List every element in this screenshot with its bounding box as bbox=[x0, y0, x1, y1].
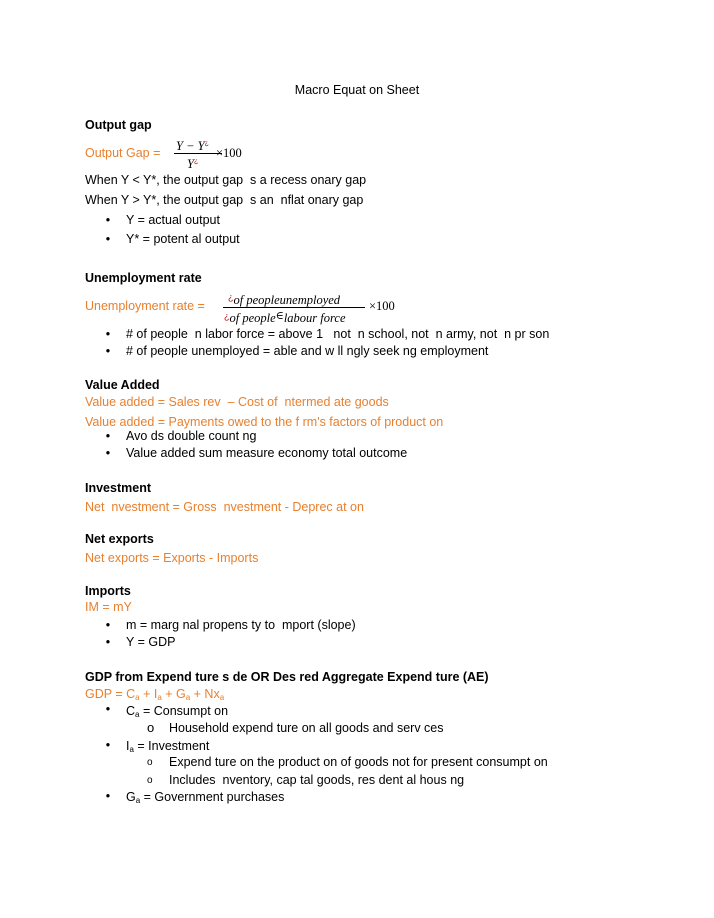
gdp-consumption-sub-1: Household expend ture on all goods and serv ces bbox=[169, 721, 444, 735]
imports-formula: IM = mY bbox=[85, 600, 132, 614]
bullet-icon: • bbox=[105, 213, 111, 227]
value-added-formula-2: Value added = Payments owed to the f rm's factors of product on bbox=[85, 415, 444, 429]
bullet-icon: • bbox=[105, 618, 111, 632]
value-added-heading: Value Added bbox=[85, 378, 160, 392]
output-gap-bullet-1: Y = actual output bbox=[126, 213, 220, 227]
output-gap-fraction-bar bbox=[174, 153, 222, 154]
output-gap-denominator: Y bbox=[187, 157, 194, 172]
net-exports-heading: Net exports bbox=[85, 532, 154, 546]
value-added-formula-1: Value added = Sales rev – Cost of ntermed ate goods bbox=[85, 395, 389, 409]
bullet-icon: • bbox=[105, 446, 111, 460]
sub-bullet-icon: o bbox=[147, 775, 153, 786]
gdp-item-government: $G_a$ = Government purchases bbox=[126, 790, 285, 805]
bullet-icon: • bbox=[105, 702, 111, 716]
sub-bullet-icon: o bbox=[147, 720, 155, 735]
bullet-icon: • bbox=[105, 344, 111, 358]
output-gap-formula-label: Output Gap = bbox=[85, 146, 161, 160]
bullet-icon: • bbox=[105, 232, 111, 246]
bullet-icon: • bbox=[105, 738, 111, 752]
gdp-investment-sub-1: Expend ture on the product on of goods not for present consumpt on bbox=[169, 755, 548, 769]
unemployment-multiplier: ×100 bbox=[369, 299, 395, 313]
output-gap-numerator: Y − Y bbox=[176, 139, 205, 154]
unemployment-denominator-prefix: ¿ bbox=[224, 311, 230, 321]
gdp-investment-sub-2: Includes nventory, cap tal goods, res dent al hous ng bbox=[169, 773, 465, 787]
output-gap-denominator-sup: ¿ bbox=[193, 158, 199, 165]
unemployment-formula-label: Unemployment rate = bbox=[85, 299, 205, 313]
value-added-bullet-2: Value added sum measure economy total outcome bbox=[126, 446, 408, 460]
output-gap-numerator-sup: ¿ bbox=[204, 140, 209, 147]
gdp-heading: GDP from Expend ture s de OR Des red Aggregate Expend ture (AE) bbox=[85, 670, 489, 684]
output-gap-line-2: When Y > Y*, the output gap s an nflat onary gap bbox=[85, 193, 364, 207]
page-title: Macro Equat on Sheet bbox=[294, 83, 420, 97]
bullet-icon: • bbox=[105, 789, 111, 803]
sub-bullet-icon: o bbox=[147, 757, 153, 768]
investment-heading: Investment bbox=[85, 481, 151, 495]
imports-bullet-2: Y = GDP bbox=[126, 635, 176, 649]
bullet-icon: • bbox=[105, 429, 111, 443]
imports-bullet-1: m = marg nal propens ty to mport (slope) bbox=[126, 618, 356, 632]
unemployment-bullet-2: # of people unemployed = able and w ll ngly seek ng employment bbox=[126, 344, 489, 358]
unemployment-denominator-end: labour force bbox=[283, 311, 346, 325]
output-gap-heading: Output gap bbox=[85, 118, 152, 132]
output-gap-line-1: When Y < Y*, the output gap s a recess onary gap bbox=[85, 173, 367, 187]
gdp-item-investment: $I_a$ = Investment bbox=[126, 739, 210, 754]
net-exports-formula: Net exports = Exports - Imports bbox=[85, 551, 259, 565]
unemployment-denominator: of people bbox=[229, 311, 276, 325]
unemployment-denominator-mid: ∈ bbox=[275, 310, 284, 322]
investment-formula: Net nvestment = Gross nvestment - Deprec at on bbox=[85, 500, 364, 514]
bullet-icon: • bbox=[105, 635, 111, 649]
unemployment-numerator: of peopleunemployed bbox=[233, 293, 341, 307]
bullet-icon: • bbox=[105, 327, 111, 341]
imports-heading: Imports bbox=[85, 584, 131, 598]
gdp-item-consumption: $C_a$ = Consumpt on bbox=[126, 704, 229, 719]
unemployment-bullet-1: # of people n labor force = above 1 not n school, not n army, not n pr son bbox=[126, 327, 550, 341]
value-added-bullet-1: Avo ds double count ng bbox=[126, 429, 257, 443]
unemployment-heading: Unemployment rate bbox=[85, 271, 202, 285]
output-gap-bullet-2: Y* = potent al output bbox=[126, 232, 240, 246]
output-gap-multiplier: ×100 bbox=[216, 146, 242, 160]
unemployment-numerator-prefix: ¿ bbox=[228, 292, 234, 302]
gdp-formula: GDP = $C_a + I_a + G_a + Nx_a$ bbox=[85, 687, 225, 702]
